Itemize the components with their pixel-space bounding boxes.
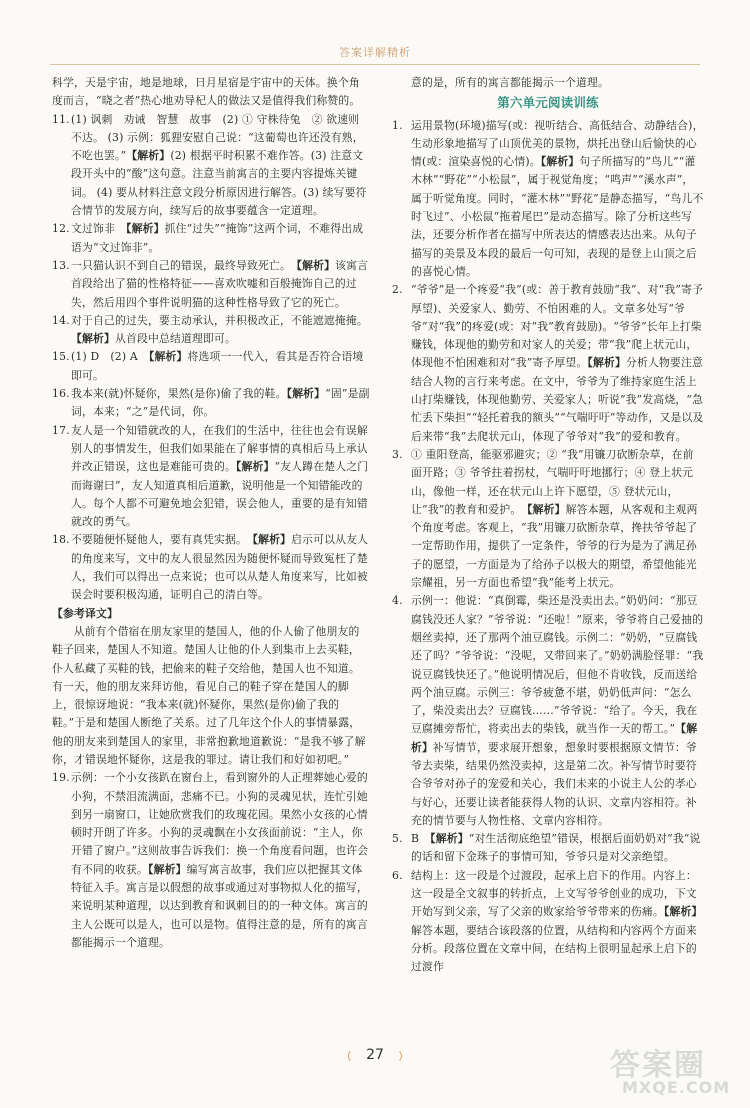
item-number: 11. [52,112,70,126]
answer-r3 [392,446,704,592]
analysis-label: 【解析】 [411,722,698,754]
page-header-title: 答案详解精析 [339,46,411,59]
analysis-label: 【解析】 [286,387,326,401]
header-rule [50,64,700,65]
answer-14 [52,312,370,349]
answer-text: ① 重阳登高，能驱邪避灾；② “我”用镰刀砍断杂草，在前面开路；③ 爷爷拄着拐杖，气喘吁吁地挪行；④ 登上状元山，像他一样，还在状元山上许下愿望，⑤ 登状元山，让“我”的教育和爱护。 [411,447,694,516]
answer-15 [52,348,370,385]
analysis-text: 抓住“过失”“掩饰”这两个词，不难得出成语为“文过饰非”。 [71,222,364,254]
analysis-text: 编写寓言故事，我们应以把握其文体特征入手。寓言是以假想的故事或通过对事物拟人化的描写，来说明某种道理，以达到教育和讽刺目的的一种文体。寓言的主人公既可以是人，也可以是物。值得注意的是，所有的寓言都能揭示一个道理。 [71,862,368,949]
analysis-text: “友人蹲在楚人之门而诲谢曰”，友人知道真相后道歉，说明他是一个知错能改的人。每个人都不可避免地会犯错，误会他人，重要的是有知错就改的勇气。 [71,460,369,529]
analysis-text: 解答本题，从客观和主观两个角度考虑。客观上，“我”用镰刀砍断杂草，搀扶爷爷起了一定帮助作用，提供了一定条件，爷爷的行为是为了满足孙子的愿望，一方面是为了给孙子以极大的期望，希望他能光宗耀祖，另一方面也希望“我”能考上状元。 [411,502,698,590]
answer-text: 友人是一个知错就改的人，在我们的生活中，往往也会有误解别人的事情发生，但我们如果能在了解事情的真相后马上承认并改正错误，这也是难能可贵的。 [71,423,368,474]
section-title: 第六单元阅读训练 [497,95,599,111]
analysis-label: 【解析】 [71,332,115,346]
answer-text: 一只猫认识不到自己的错误，最终导致死亡。 [71,258,286,272]
item-number: 6. [392,868,403,882]
answer-text: 示例：一个小女孩趴在窗台上，看到窗外的人正埋葬她心爱的小狗，不禁泪流满面，悲痛不已。小狗的灵魂见状，连忙引她到另一扇窗口，让她欣赏我们的玫瑰花园。果然小女孩的心情顿时开朗了许多。小狗的灵魂飘在小女孩面前说：“主人，你开错了窗户。”这则故事告诉我们：换一个角度看问题，也许会有不同的收获。 [71,771,369,876]
analysis-text: 启示可以从友人的角度来写，文中的友人很显然因为随便怀疑而导致冤枉了楚人，我们可以得出一点来说；也可以从楚人角度来写，比如被误会时要积极沟通，证明自己的清白等。 [71,533,369,602]
answer-text: B [411,832,420,846]
item-text [411,117,704,282]
analysis-label: 【解析】 [252,533,292,547]
watermark-logo [600,1040,740,1102]
analysis-text: 分析人物要注意结合人物的言行来考虑。在文中，爷爷为了维持家庭生活上山打柴赚钱，体现他勤劳、关爱家人；听说“我”发高烧，“急忙丢下柴担”“轻托着我的额头”“气喘吁吁”等动作，又是以及后来带“我”去爬状元山，体现了爷爷对“我”的爱和教育。 [411,356,704,443]
right-continuation: 意的是，所有的寓言都能揭示一个道理。 [411,76,609,89]
answer-text: 我本来(就)怀疑你，果然(是你)偷了我的鞋。 [71,387,287,401]
page-number-ornament-left [348,1049,364,1063]
answer-18 [52,531,370,604]
item-text [71,531,370,604]
analysis-label: 【解析】 [663,905,703,919]
answer-text: 文过饰非 [71,222,115,236]
answer-r4 [392,592,704,830]
page-number-text: 27 [366,1047,384,1063]
analysis-label: 【解析】 [540,155,580,169]
analysis-text: 句子所描写的“鸟儿”“灌木林”“野花”“小松鼠”，属于视觉角度；“鸣声”“溪水声”，属于听觉角度。同时，“灌木林”“野花”是静态描写，“鸟儿不时飞过”、小松鼠“拖着尾巴”是动态描写。除了分析这些写法，还要分析作者在描写中所表达的情感表达出来。从句子描写的美景及本段的最后一句可知，表现的是登上山顶之后的喜悦心情。 [411,155,704,278]
item-number: 17. [52,423,70,437]
answer-r1 [392,117,704,282]
analysis-label: 【解析】 [430,832,469,846]
answer-text: “爷爷”是一个疼爱“我”(或：善于教育鼓励“我”、对“我”寄予厚望)、关爱家人、勤劳、不怕困难的人。文章多处写“爷爷”对“我”的疼爱(或：对“我”教育鼓励)。“爷爷”长年上打柴赚钱，体现他的勤劳和对家人的关爱；带“我”爬上状元山，体现他不怕困难和对“我”寄予厚望。 [411,283,704,370]
analysis-label: 【解析】 [296,258,336,272]
answer-r5 [392,830,704,867]
analysis-text: (2) 根据平时积累不难作答。(3) 注意文段开头中的“酸”这句意。注意当前寓言的主要内容提炼关键词。 (4) 要从材料注意文段分析原因进行解答。(3) 续写要符合情节的发展方向，续写后的故事要蕴含一定道理。 [71,149,367,218]
page-number [334,1046,416,1064]
analysis-text: 从首段中总结道理即可。 [115,332,236,346]
reference-translation: 从前有个借宿在朋友家里的楚国人，他的仆人偷了他朋友的鞋子回来，楚国人不知道。楚国人让他的仆人到集市上去买鞋，仆人私藏了买鞋的钱，把偷来的鞋子交给他，楚国人也不知道。有一天，他的朋友来拜访他，看见自己的鞋子穿在楚国人的脚上，很惊讶地说：“我本来(就)怀疑你，果然(是你)偷了我的鞋。”于是和楚国人断绝了关系。过了几年这个仆人的事情暴露，他的朋友来到楚国人的家里，非常抱歉地道歉说：“是我不够了解你，才错误地怀疑你，这是我的罪过。请让我们和好如初吧。” [52,624,366,766]
page-number-ornament-right [386,1049,402,1063]
watermark-line-1: 答案圈 [610,1048,706,1083]
answer-text: 运用景物(环境)描写(或：视听结合、高低结合、动静结合)，生动形象地描写了山顶优美的景物，烘托出登山后愉快的心情(或：渲染喜悦的心情)。 [411,118,704,169]
item-number: 12. [52,222,70,236]
item-text [411,281,704,446]
item-number: 2. [392,283,403,297]
item-text [411,592,704,830]
analysis-label: 【解析】 [235,460,275,474]
item-text [71,769,370,952]
item-text [71,220,370,257]
answer-19 [52,769,370,952]
item-text [71,348,370,385]
analysis-text: 该寓言首段给出了猫的性格特征——喜欢吹嘘和百般掩饰自己的过失，然后用四个事件说明猫的这种性格导致了它的死亡。 [71,258,369,309]
analysis-label: 【解析】 [147,862,187,876]
item-text [71,257,370,312]
right-column [392,74,704,977]
item-number: 13. [52,258,70,272]
left-column [52,74,370,952]
item-number: 15. [52,350,70,364]
analysis-label: 【解析】 [587,356,626,370]
reference-translation-title: 【参考译文】 [52,606,118,620]
answer-16 [52,385,370,422]
analysis-label: 【解析】 [126,222,165,236]
item-number: 1. [392,118,403,132]
analysis-label: 【解析】 [148,350,188,364]
analysis-label: 【解析】 [527,502,566,516]
item-number: 3. [392,447,403,461]
analysis-text: 补写情节，要求展开想象，想象时要根据原文情节：爷爷去卖柴，结果仍然没卖掉，这是第二次。补写情节时要符合爷爷对孙子的宠爱和关心，我们未来的小说主人公的孝心与好心，还要让读者能获得人物的认识、文章内容相符。补充的情节要与人物性格、文章内容相符。 [411,740,697,827]
answer-r2 [392,281,704,446]
answer-text: (1) D (2) A [71,350,138,364]
watermark-line-2: MXQE.COM [622,1078,731,1097]
answer-text: 不要随便怀疑他人，要有真凭实据。 [71,533,242,547]
item-number: 5. [392,832,403,846]
item-text [71,312,370,349]
item-text [411,446,704,592]
item-number: 14. [52,313,70,327]
analysis-text: 将选项一一代入，看其是否符合语境即可。 [71,350,364,382]
item-text [411,867,704,977]
answer-text: 示例一：他说：“真倒霉，柴还是没卖出去。”奶奶问：“那豆腐钱没还人家？”爷爷说：“还啦！”原来，爷爷将自己爱抽的烟丝卖掉，还了那两个油豆腐钱。示例二：“奶奶，“豆腐钱还了吗？”爷爷说：“没呢，又带回来了。”奶奶满脸怪罪：“我说豆腐钱快还了。”他说明情况后，但他不肯收钱，反而送给两个油豆腐。示例三：爷爷疲惫不堪，奶奶低声问：“怎么了，柴没卖出去？豆腐钱……”爷爷说：“给了。今天，我在豆腐摊旁帮忙，将卖出去的柴钱，就当作一天的帮工。” [411,594,704,736]
answer-11 [52,111,370,221]
answer-text: 对于自己的过失，要主动承认，并积极改正，不能遮遮掩掩。 [71,313,368,327]
item-number: 19. [52,771,70,785]
left-intro: 科学，天是宇宙，地是地球，日月星宿是宇宙中的天体。换个角度而言，“晓之者”热心地劝导杞人的做法又是值得我们称赞的。 [52,76,361,108]
answer-12 [52,220,370,257]
item-text [71,385,370,422]
analysis-label: 【解析】 [126,149,171,163]
answer-text: 结构上：这一段是个过渡段，起承上启下的作用。内容上：这一段是全文叙事的转折点，上文写爷爷创业的成功，下文开始写到父亲，写了父亲的败家给爷爷带来的伤痛。 [411,868,697,919]
answer-17 [52,422,370,532]
answer-13 [52,257,370,312]
analysis-text: 解答本题，要结合该段落的位置，从结构和内容两个方面来分析。段落位置在文章中间，在结构上很明显起承上启下的过渡作 [411,923,697,974]
item-text [71,111,370,221]
item-number: 4. [392,594,403,608]
answer-r6 [392,867,704,977]
answer-text: (1) 讽刺 劝诫 智慧 故事 (2) ① 守株待兔 ② 欲速则不达。 (3) 示例：狐狸安慰自己说：“这葡萄也许还没有熟，不吃也罢。” [71,112,364,163]
item-text [411,830,704,867]
item-number: 16. [52,387,70,401]
item-number: 18. [52,533,70,547]
analysis-text: “固”是副词，本来；“之”是代词，你。 [71,387,370,419]
analysis-text: “对生活彻底绝望”错误，根据后面奶奶对“我”说的话和留下金珠子的事情可知，爷爷只是对父亲绝望。 [411,832,701,864]
item-text [71,422,370,532]
